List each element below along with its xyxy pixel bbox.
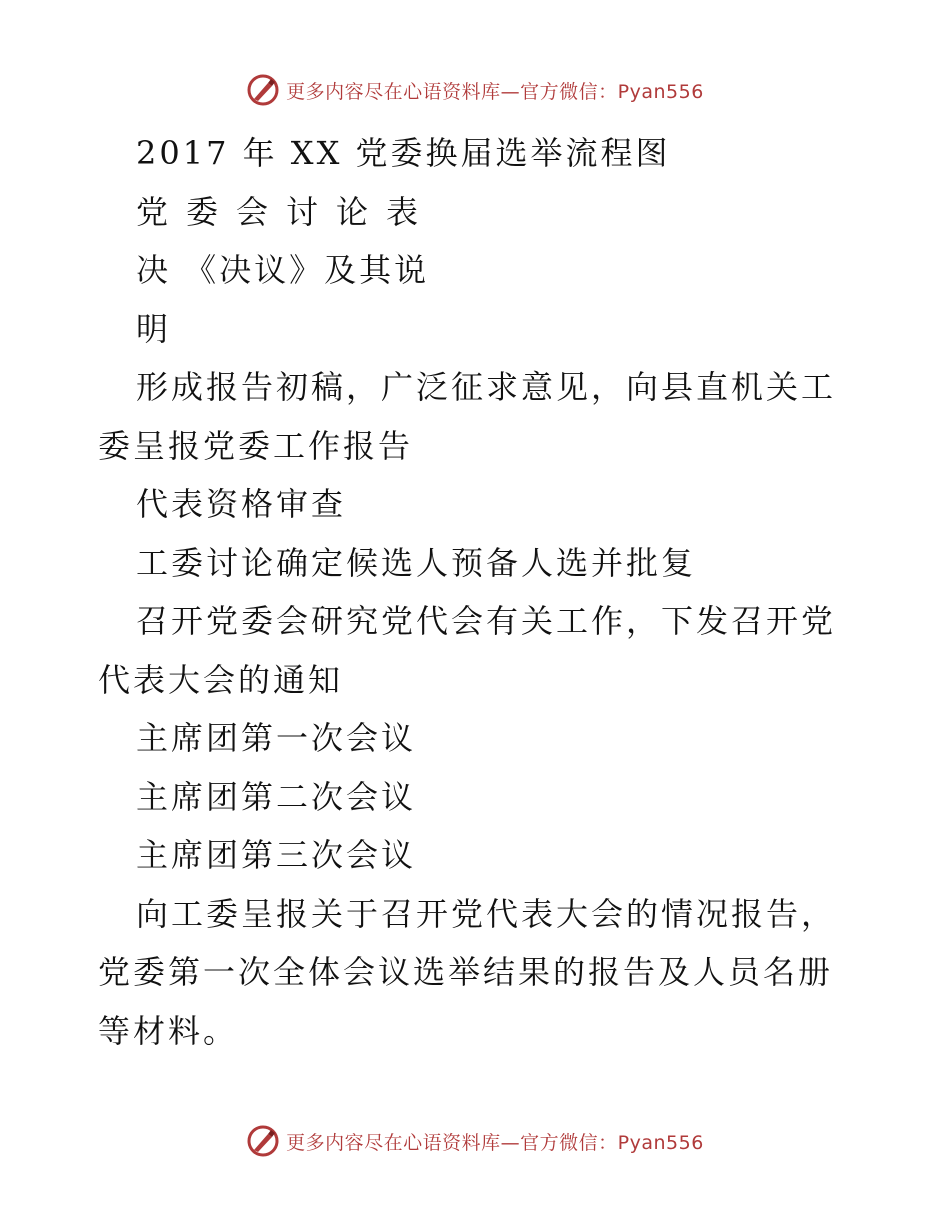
paragraph: 主席团第一次会议 <box>136 719 417 757</box>
paragraph: 工委讨论确定候选人预备人选并批复 <box>136 543 697 582</box>
paragraph: 代表资格审查 <box>136 485 347 523</box>
document-title: 2017 年 XX 党委换届选举流程图 <box>136 134 671 172</box>
banner-text: 更多内容尽在心语资料库—官方微信：Pyan556 <box>286 1131 704 1154</box>
pen-circle-logo-icon <box>246 1124 280 1158</box>
banner-text: 更多内容尽在心语资料库—官方微信：Pyan556 <box>286 80 704 103</box>
document-body <box>98 124 858 1060</box>
paragraph: 决 《决议》及其说 <box>136 251 430 289</box>
paragraph: 形成报告初稿，广泛征求意见，向县直机关工委呈报党委工作报告 <box>98 368 837 465</box>
paragraph: 向工委呈报关于召开党代表大会的情况报告，党委第一次全体会议选举结果的报告及人员名册等材料。 <box>98 894 837 1050</box>
pen-circle-logo-icon <box>246 73 280 107</box>
paragraph: 明 <box>136 309 172 348</box>
header-banner <box>0 70 950 110</box>
paragraph: 召开党委会研究党代会有关工作，下发召开党代表大会的通知 <box>98 602 837 699</box>
paragraph: 主席团第三次会议 <box>136 836 417 874</box>
paragraph: 党委会讨论表 <box>136 192 437 231</box>
paragraph: 主席团第二次会议 <box>136 777 417 816</box>
footer-banner <box>0 1121 950 1161</box>
